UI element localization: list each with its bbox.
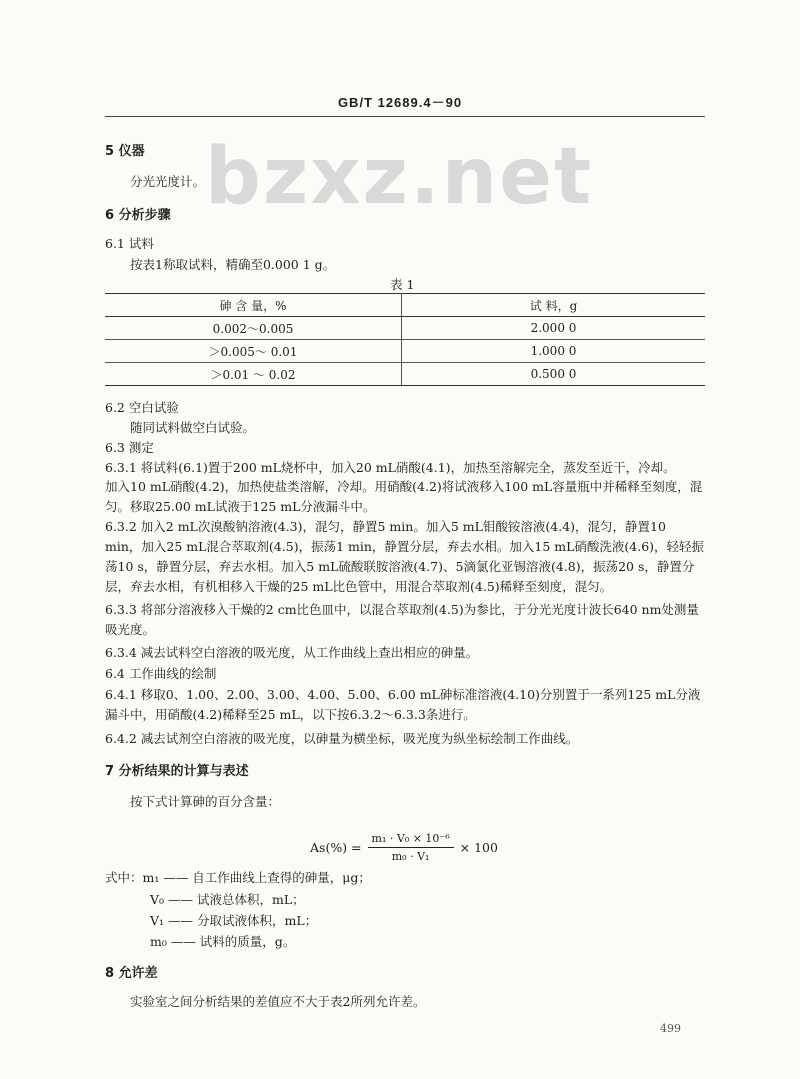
table-cell: 1.000 0 <box>402 340 706 363</box>
paragraph-6-3-1-line1: 6.3.1 将试料(6.1)置于200 mL烧杯中，加入20 mL硝酸(4.1)，加热至溶解完全，蒸发至近干，冷却。 <box>105 460 676 475</box>
paragraph-6-3-1-cont: 加入10 mL硝酸(4.2)，加热使盐类溶解，冷却。用硝酸(4.2)将试液移入100 mL容量瓶中并稀释至刻度，混匀。移取25.00 mL试液于125 mL分液漏斗中。 <box>105 479 703 514</box>
formula-tail: × 100 <box>459 840 498 855</box>
formula-fraction <box>368 832 454 863</box>
section-6-1-body: 按表1称取试料，精确至0.000 1 g。 <box>130 257 336 272</box>
formula-numerator: m₁ · V₀ × 10⁻⁶ <box>368 832 454 848</box>
section-6-heading: 6 分析步骤 <box>105 208 171 223</box>
table-cell: 0.500 0 <box>402 363 706 386</box>
section-5-body: 分光光度计。 <box>130 174 206 189</box>
table-row <box>105 340 705 363</box>
table-header-sample: 试 料，g <box>402 294 706 317</box>
formula-lhs: As(%) = <box>310 840 362 855</box>
table-cell: 0.002～0.005 <box>105 317 402 340</box>
legend-item: m₀ —— 试料的质量，g。 <box>150 934 296 949</box>
section-8-body: 实验室之间分析结果的差值应不大于表2所列允许差。 <box>130 994 426 1009</box>
table-row <box>105 363 705 386</box>
legend-item: V₀ —— 试液总体积，mL； <box>150 892 305 907</box>
paragraph-6-4-1: 6.4.1 移取0、1.00、2.00、3.00、4.00、5.00、6.00 mL砷标准溶液(4.10)分别置于一系列125 mL分液漏斗中，用硝酸(4.2)稀释至25 mL，以下按6.3.2～6.3.3条进行。 <box>105 687 701 722</box>
formula-denominator: m₀ · V₁ <box>391 850 430 863</box>
document-header: GB/T 12689.4－90 <box>337 95 463 110</box>
section-6-3-heading: 6.3 测定 <box>105 440 154 455</box>
section-7-body: 按下式计算砷的百分含量： <box>130 794 281 809</box>
table-cell: 2.000 0 <box>402 317 706 340</box>
legend-item: V₁ —— 分取试液体积，mL； <box>150 913 318 928</box>
section-6-2-body: 随同试料做空白试验。 <box>130 420 256 435</box>
legend-item: 式中：m₁ —— 自工作曲线上查得的砷量，μg； <box>105 870 371 885</box>
table-header-arsenic: 砷 含 量，% <box>105 294 402 317</box>
table-cell: ＞0.01 ～ 0.02 <box>105 363 402 386</box>
formula <box>310 832 498 863</box>
section-6-1-heading: 6.1 试料 <box>105 236 154 251</box>
section-6-4-heading: 6.4 工作曲线的绘制 <box>105 666 217 681</box>
paragraph-6-4-2: 6.4.2 减去试剂空白溶液的吸光度，以砷量为横坐标，吸光度为纵坐标绘制工作曲线。 <box>105 731 579 746</box>
table-1 <box>105 293 705 386</box>
table-cell: ＞0.005～ 0.01 <box>105 340 402 363</box>
paragraph-6-3-4: 6.3.4 减去试料空白溶液的吸光度，从工作曲线上查出相应的砷量。 <box>105 645 479 660</box>
watermark: bzxz.net <box>205 132 594 222</box>
section-6-2-heading: 6.2 空白试验 <box>105 400 179 415</box>
table-header-row <box>105 294 705 317</box>
page-number: 499 <box>660 1022 681 1035</box>
section-8-heading: 8 允许差 <box>105 966 158 981</box>
section-7-heading: 7 分析结果的计算与表述 <box>105 764 249 779</box>
table-row <box>105 317 705 340</box>
paragraph-6-3-3: 6.3.3 将部分溶液移入干燥的2 cm比色皿中，以混合萃取剂(4.5)为参比，于分光光度计波长640 nm处测量吸光度。 <box>105 602 699 637</box>
paragraph-6-3-2: 6.3.2 加入2 mL次溴酸钠溶液(4.3)，混匀，静置5 min。加入5 mL钼酸铵溶液(4.4)，混匀，静置10 min，加入25 mL混合萃取剂(4.5)，振荡1 min，静置分层，弃去水相。加入15 mL硝酸洗液(4.6)，轻轻振荡10 s，静置分层，弃去水相。加入5 mL硫酸联胺溶液(4.7)、5滴氯化亚锡溶液(4.8)，振荡20 s，静置分层，弃去水相，有机相移入干燥的25 mL比色管中，用混合萃取剂(4.5)稀释至刻度，混匀。 <box>105 519 705 594</box>
header-rule <box>105 116 705 117</box>
section-5-heading: 5 仪器 <box>105 144 145 159</box>
table-caption: 表 1 <box>390 277 415 292</box>
